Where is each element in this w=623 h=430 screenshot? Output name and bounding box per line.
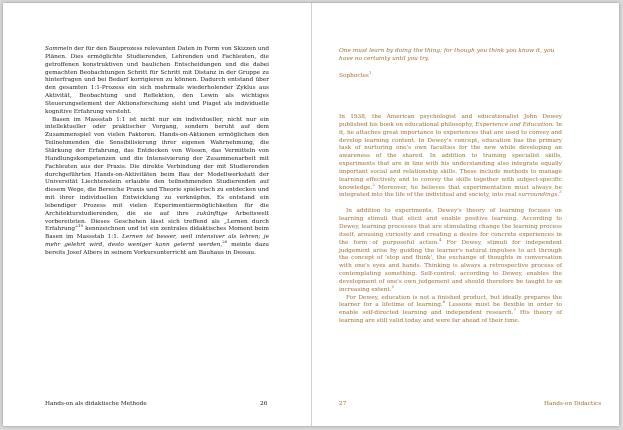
footnote-ref: 6 — [442, 299, 446, 305]
left-page-number: 26 — [260, 401, 268, 407]
epigraph-quote: One must learn by doing the thing; for though you think you know it, you have no certainty until you try. — [339, 48, 555, 62]
left-running-footer: Hands-on als didaktische Methode — [45, 401, 147, 407]
left-body-text — [45, 46, 269, 258]
epigraph-source: Sophocles$^1$ — [339, 70, 372, 79]
right-body-text — [339, 114, 562, 326]
footnote-ref: 19 — [77, 223, 84, 229]
right-running-footer: Hands-on Didactics — [544, 401, 602, 407]
right-page — [312, 3, 619, 426]
footnote-ref: 2 — [372, 181, 375, 187]
right-paragraph-3: For Dewey, education is not a finished product, but ideally prepares the learner for a lifetime of learning.$^6$ Lessons must be flexible in order to enable self-directed learning and independent research.$^7$ His theory of learning are still valid today and were far ahead of their time. — [339, 294, 563, 325]
footnote-ref: 3 — [559, 189, 562, 195]
left-paragraph-1: Sammeln der für den Bauprozess relevanten Daten in Form von Skizzen und Plänen. Dies ermöglichte Studierenden, Lehrenden und Fachleuten, die getroffenen konstruktiven und baulichen Entscheidungen und die dabei gemachten Beobachtungen Schritt für Schritt mit Distanz in der Gruppe zu hinterfragen und bei Bedarf korrigieren zu können. Dadurch entstand über den gesamten 1:1-Prozess ein sich mehrmals wiederholender Zyklus aus Aktivität, Beobachtung und Reflektion, den Lewin als wichtiges Steuerungselement der Aktionsforschung sieht und Piaget als individuelle kognitive Erfahrung versteht. — [45, 46, 269, 115]
footnote-ref: 5 — [391, 283, 395, 289]
left-page — [3, 3, 310, 426]
footnote-ref: 7 — [513, 307, 516, 313]
right-paragraph-2: In addition to experiments, Dewey's theory of learning focuses on learning stimuli that elicit and enable positive learning. According to Dewey, learning processes that are stimulating change the learning process itself, arousing curiosity and creating a desire for concrete experiences in the form of purposeful action.$^4$ For Dewey, stimuli for independent judgement arise by guiding the learner's natural impulses to act through the concept of 'stop and think', the exchange of thoughts in conversation with one's eyes and hands. Thinking is always a retrospective process of contemplating something. Self-control, according to Dewey, enables the development of one's own judgement and should therefore be taught to an increasing extent.$^5$ — [339, 208, 562, 293]
right-paragraph-1: In 1938, the American psychologist and educationalist John Dewey published his book on educational philosophy, Experience and Education. In it, he attaches great importance to experiences that are used to convey and develop learning content. In Dewey's concept, education has the primary task of nurturing one's own faculties for the new while developing an awareness of the shared. In addition to training specialist skills, experiments that are in line with his understanding also integrate equally important social and relationship skills. These include methods to manage learning effectively and to convey the skills together with subject-specific knowledge.$^2$ Moreover, he believes that experimentation must always be integrated into the life of the individual and society, into real surroundings.$^3$ — [339, 114, 562, 199]
right-page-number: 27 — [339, 401, 347, 407]
book-spread — [3, 3, 619, 426]
footnote-ref: 1 — [368, 70, 372, 76]
footnote-ref: 20 — [222, 239, 228, 245]
left-paragraph-2: Basen im Massstab 1:1 ist nicht nur ein individueller, nicht nur ein intellektueller oder praktischer Vorgang, sondern beruht auf dem Zusammenspiel von vielen Faktoren. Hands-on-Aktionen ermöglichen den Teilnehmenden die Sensibilisierung ihrer eigenen Wahrnehmung, die Stärkung der Erfahrung, das Entdecken von Wissen, das Vermitteln von Handlungskompetenzen und die Intensivierung der Zusammenarbeit mit Fachleuten aus der Praxis. Die direkte Verbindung der mit Studierenden durchgeführten Hands-on-Aktivitäten beim Bau der Modellwerkstatt der Universität Liechtenstein erlaubte den teilnehmenden Studierenden auf diesem Wege, die Bereiche Praxis und Theorie spielerisch zu entdecken und mit ihrer individuellen Entwicklung zu verknüpfen. Es entstand ein lebendiger Prozess mit vielen Experimentiermöglichkeiten für die Architekturstudierenden, die sie auf ihre zukünftige Arbeitswelt vorbereiteten. Dieses Geschehen lässt sich treffend als „Lernen durch Erfahrung“$^{19}$ kennzeichnen und ist ein zentrales didaktisches Moment beim Basen im Massstab 1:1. Lernen ist besser, weil intensiver als lehren; je mehr gelehrt wird, desto weniger kann gelernt werden,$^{20}$ meinte dazu bereits Josef Albers in seinem Vorkursunterricht am Bauhaus in Dessau. — [45, 116, 269, 256]
footnote-ref: 4 — [439, 236, 442, 242]
